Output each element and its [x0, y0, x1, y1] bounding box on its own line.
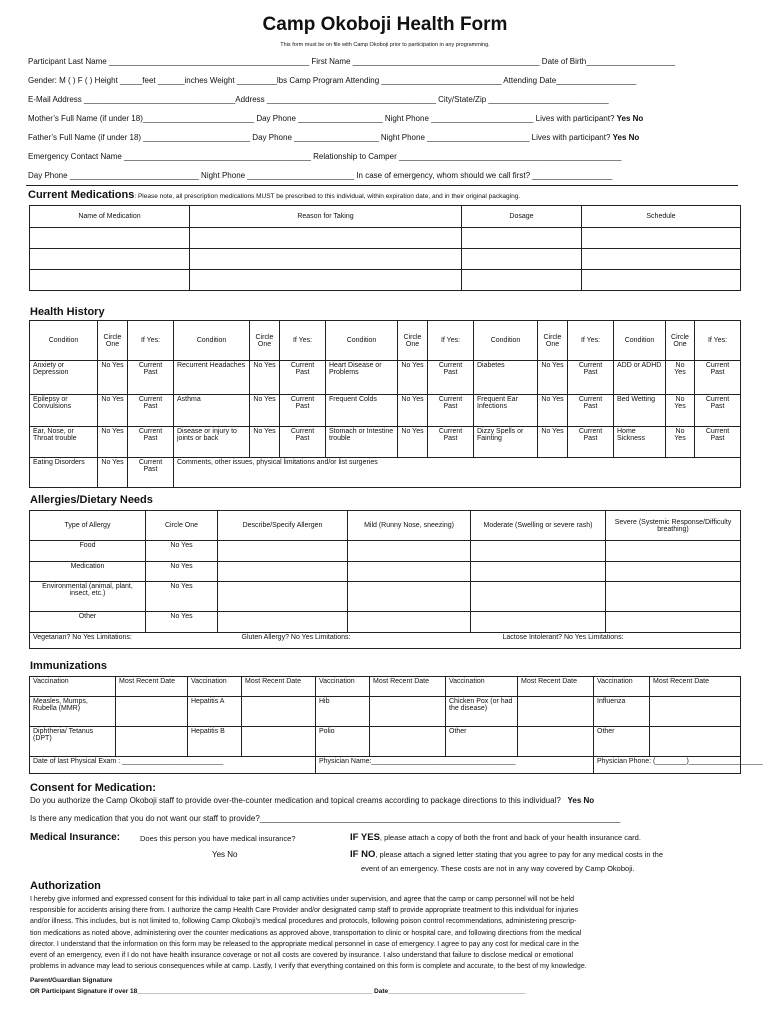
current-past-choice[interactable]: Current Past	[568, 395, 614, 427]
vaccine-name: Measles, Mumps, Rubella (MMR)	[30, 697, 116, 727]
condition-label: Frequent Ear Infections	[474, 395, 538, 427]
condition-header: Condition	[326, 321, 398, 361]
vaccine-name: Other	[594, 727, 650, 757]
physician-phone-field[interactable]: Physician Phone: (________)___________________	[594, 757, 741, 774]
allergy-type: Other	[30, 612, 146, 633]
consent-question	[30, 796, 594, 805]
current-past-choice[interactable]: Current Past	[428, 427, 474, 458]
physician-name-field[interactable]: Physician Name:_____________________________________	[316, 757, 594, 774]
vaccine-date[interactable]	[116, 727, 188, 757]
emergency-line[interactable]: Emergency Contact Name __________________________________________ Relationship to Camper __________________________________________________	[28, 152, 622, 161]
circle-header: Circle One	[398, 321, 428, 361]
health-history-table	[29, 320, 741, 488]
health-history-title: Health History	[30, 306, 105, 318]
condition-header: Condition	[174, 321, 250, 361]
vaccination-header: Vaccination	[594, 677, 650, 697]
insurance-title: Medical Insurance:	[30, 832, 121, 843]
date-header: Most Recent Date	[518, 677, 594, 697]
current-past-choice[interactable]: Current Past	[280, 427, 326, 458]
insurance-yes-no[interactable]: Yes No	[212, 850, 238, 859]
condition-header: Condition	[474, 321, 538, 361]
father-line[interactable]	[28, 133, 639, 142]
parent-signature-label: Parent/Guardian Signature	[30, 977, 113, 984]
no-yes-choice[interactable]: No Yes	[98, 361, 128, 395]
condition-label: Asthma	[174, 395, 250, 427]
participant-signature-field[interactable]: OR Participant Signature if over 18_________________________________________________________________ Date______________________________________	[30, 988, 526, 995]
if-yes-text: , please attach a copy of both the front and back of your health insurance card.	[379, 833, 641, 842]
severe-header: Severe (Systemic Response/Difficulty breathing)	[606, 511, 741, 541]
gender-line[interactable]: Gender: M ( ) F ( ) Height _____feet ______inches Weight _________lbs Camp Program Attending ___________________________ Attending Date__________________	[28, 76, 637, 85]
allergy-cell[interactable]	[218, 541, 348, 562]
condition-label: Heart Disease or Problems	[326, 361, 398, 395]
current-past-choice[interactable]: Current Past	[280, 395, 326, 427]
insurance-question: Does this person you have medical insurance?	[140, 834, 296, 843]
allergy-cell[interactable]	[348, 541, 471, 562]
med-cell[interactable]	[582, 249, 741, 270]
vaccine-date[interactable]	[650, 697, 741, 727]
no-yes-choice[interactable]: No Yes	[98, 458, 128, 488]
vaccine-date[interactable]	[518, 727, 594, 757]
condition-label: Eating Disorders	[30, 458, 98, 488]
insurance-if-no-text-2: event of an emergency. These costs are not in any way covered by Camp Okoboji.	[361, 864, 635, 873]
ifyes-header: If Yes:	[128, 321, 174, 361]
condition-label: Disease or injury to joints or back	[174, 427, 250, 458]
insurance-if-no	[350, 849, 663, 860]
medications-table	[29, 205, 741, 291]
if-yes-label: IF YES	[350, 832, 380, 843]
vaccine-name: Influenza	[594, 697, 650, 727]
condition-label: Frequent Colds	[326, 395, 398, 427]
current-past-choice[interactable]: Current Past	[428, 361, 474, 395]
current-past-choice[interactable]: Current Past	[695, 395, 741, 427]
vaccine-name: Hepatitis B	[188, 727, 242, 757]
insurance-if-yes	[350, 832, 641, 843]
no-yes-choice[interactable]: No Yes	[98, 395, 128, 427]
vaccine-date[interactable]	[370, 697, 446, 727]
current-past-choice[interactable]: Current Past	[128, 427, 174, 458]
page-title: Camp Okoboji Health Form	[262, 14, 508, 35]
phone-line[interactable]: Day Phone _____________________________ Night Phone ________________________ In case of emergency, whom should we call first? __________________	[28, 171, 613, 180]
vaccination-header: Vaccination	[30, 677, 116, 697]
no-yes-choice[interactable]: No Yes	[666, 361, 695, 395]
condition-label: Diabetes	[474, 361, 538, 395]
med-reason-header: Reason for Taking	[190, 206, 462, 228]
med-cell[interactable]	[462, 228, 582, 249]
allergy-cell[interactable]	[218, 582, 348, 612]
med-cell[interactable]	[190, 228, 462, 249]
vaccination-header: Vaccination	[316, 677, 370, 697]
auth-line: tion medications as noted above, administering over the counter medications as approved above, transportation to clinic or hospital care, and following directions from the medical	[30, 929, 582, 937]
vaccine-name: Other	[446, 727, 518, 757]
allergy-cell[interactable]	[348, 582, 471, 612]
medications-title: Current Medications	[28, 189, 135, 201]
no-yes-choice[interactable]: No Yes	[146, 562, 218, 582]
circle-header: Circle One	[146, 511, 218, 541]
physical-exam-field[interactable]: Date of last Physical Exam : __________________________	[30, 757, 316, 774]
auth-line: responsible for accidents arising there from. I authorize the camp Health Care Provider and/or designated camp staff to provide appropriate treatment to this individual for injuries	[30, 907, 579, 915]
med-schedule-header: Schedule	[582, 206, 741, 228]
vaccination-header: Vaccination	[188, 677, 242, 697]
condition-label: Anxiety or Depression	[30, 361, 98, 395]
allergy-cell[interactable]	[218, 612, 348, 633]
current-past-choice[interactable]: Current Past	[428, 395, 474, 427]
gluten-field[interactable]: Gluten Allergy? No Yes Limitations:	[218, 633, 471, 649]
comments-field[interactable]: Comments, other issues, physical limitations and/or list surgeries	[174, 458, 741, 488]
current-past-choice[interactable]: Current Past	[695, 427, 741, 458]
email-line[interactable]: E-Mail Address __________________________________Address ______________________________________ City/State/Zip ___________________________	[28, 95, 609, 104]
condition-label: ADD or ADHD	[614, 361, 666, 395]
participant-line[interactable]: Participant Last Name _____________________________________________ First Name __________________________________________ Date of Birth____________________	[28, 57, 676, 66]
vaccine-name: Hepatitis A	[188, 697, 242, 727]
condition-label: Epilepsy or Convulsions	[30, 395, 98, 427]
no-yes-choice[interactable]: No Yes	[250, 427, 280, 458]
current-past-choice[interactable]: Current Past	[280, 361, 326, 395]
condition-label: Ear, Nose, or Throat trouble	[30, 427, 98, 458]
vaccine-date[interactable]	[242, 697, 316, 727]
med-cell[interactable]	[190, 270, 462, 291]
vaccine-date[interactable]	[518, 697, 594, 727]
vaccine-name: Chicken Pox (or had the disease)	[446, 697, 518, 727]
condition-label: Dizzy Spells or Fainting	[474, 427, 538, 458]
consent-title: Consent for Medication:	[30, 782, 156, 794]
allergen-header: Describe/Specify Allergen	[218, 511, 348, 541]
immunization-table	[29, 676, 763, 774]
vaccine-name: Hib	[316, 697, 370, 727]
allergies-title: Allergies/Dietary Needs	[30, 494, 153, 506]
mild-header: Mild (Runny Nose, sneezing)	[348, 511, 471, 541]
allergy-cell[interactable]	[218, 562, 348, 582]
med-cell[interactable]	[582, 228, 741, 249]
allergy-table	[29, 510, 741, 649]
condition-header: Condition	[30, 321, 98, 361]
no-yes-choice[interactable]: No Yes	[250, 395, 280, 427]
no-yes-choice[interactable]: No Yes	[538, 361, 568, 395]
vaccine-name: Polio	[316, 727, 370, 757]
medications-heading	[28, 189, 520, 201]
no-yes-choice[interactable]: No Yes	[146, 612, 218, 633]
med-dosage-header: Dosage	[462, 206, 582, 228]
allergy-cell[interactable]	[606, 562, 741, 582]
allergy-cell[interactable]	[471, 582, 606, 612]
current-past-choice[interactable]: Current Past	[568, 427, 614, 458]
vaccination-header: Vaccination	[446, 677, 518, 697]
date-header: Most Recent Date	[650, 677, 741, 697]
page-subtitle: This form must be on file with Camp Okoboji prior to participation in any programming.	[280, 42, 490, 48]
ifyes-header: If Yes:	[428, 321, 474, 361]
vaccine-date[interactable]	[650, 727, 741, 757]
no-yes-choice[interactable]: No Yes	[538, 427, 568, 458]
med-cell[interactable]	[30, 249, 190, 270]
allergy-cell[interactable]	[471, 541, 606, 562]
auth-line: event of an emergency, even if I do not have health insurance coverage or not all costs are covered by insurance. I also understand that failure to disclose medical or emotional	[30, 952, 574, 960]
mother-line[interactable]	[28, 114, 643, 123]
if-no-label: IF NO	[350, 849, 376, 860]
no-yes-choice[interactable]: No Yes	[666, 395, 695, 427]
current-past-choice[interactable]: Current Past	[128, 395, 174, 427]
ifyes-header: If Yes:	[568, 321, 614, 361]
med-cell[interactable]	[582, 270, 741, 291]
allergy-cell[interactable]	[606, 541, 741, 562]
current-past-choice[interactable]: Current Past	[128, 458, 174, 488]
consent-yes-no[interactable]: Yes No	[567, 796, 595, 805]
circle-header: Circle One	[538, 321, 568, 361]
no-yes-choice[interactable]: No Yes	[398, 395, 428, 427]
allergy-type: Food	[30, 541, 146, 562]
allergy-cell[interactable]	[471, 562, 606, 582]
circle-header: Circle One	[250, 321, 280, 361]
vaccine-date[interactable]	[116, 697, 188, 727]
allergy-cell[interactable]	[606, 582, 741, 612]
vaccine-date[interactable]	[370, 727, 446, 757]
allergy-type-header: Type of Allergy	[30, 511, 146, 541]
authorization-title: Authorization	[30, 880, 101, 892]
no-medication-field[interactable]: Is there any medication that you do not want our staff to provide?_________________________________________________________________________________	[30, 814, 621, 823]
mother-fields: Mother’s Full Name (if under 18)_________________________ Day Phone ___________________ Night Phone _______________________ Lives with participant?	[28, 114, 615, 123]
ifyes-header: If Yes:	[280, 321, 326, 361]
no-yes-choice[interactable]: No Yes	[398, 427, 428, 458]
condition-label: Home Sickness	[614, 427, 666, 458]
circle-header: Circle One	[98, 321, 128, 361]
auth-line: problems in advance may lead to serious consequences while at camp. Lastly, I verify that everything contained on this form is complete and accurate, to the best of my knowledge.	[30, 963, 587, 971]
vaccine-name: Diphtheria/ Tetanus (DPT)	[30, 727, 116, 757]
med-cell[interactable]	[30, 270, 190, 291]
current-past-choice[interactable]: Current Past	[568, 361, 614, 395]
vegetarian-field[interactable]: Vegetarian? No Yes Limitations:	[30, 633, 218, 649]
med-cell[interactable]	[462, 249, 582, 270]
allergy-type: Environmental (animal, plant, insect, etc.)	[30, 582, 146, 612]
moderate-header: Moderate (Swelling or severe rash)	[471, 511, 606, 541]
ifyes-header: If Yes:	[695, 321, 741, 361]
auth-line: I hereby give informed and expressed consent for this individual to take part in all camp activities under supervision, and agree that the camp or camp personnel will not be held	[30, 896, 574, 903]
father-fields: Father’s Full Name (if under 18) ________________________ Day Phone ___________________ Night Phone _______________________ Lives with participant?	[28, 133, 611, 142]
allergy-cell[interactable]	[348, 562, 471, 582]
auth-line: director. I understand that the information on this form may be released to the appropriate medical personnel in case of emergency. I agree to pay any cost for medical care in the	[30, 940, 579, 948]
allergy-cell[interactable]	[348, 612, 471, 633]
condition-header: Condition	[614, 321, 666, 361]
if-no-text: , please attach a signed letter stating that you agree to pay for any medical costs in the	[375, 850, 664, 859]
no-yes-choice[interactable]: No Yes	[98, 427, 128, 458]
med-cell[interactable]	[30, 228, 190, 249]
med-name-header: Name of Medication	[30, 206, 190, 228]
allergy-type: Medication	[30, 562, 146, 582]
divider	[26, 185, 738, 186]
date-header: Most Recent Date	[116, 677, 188, 697]
lactose-field[interactable]: Lactose Intolerant? No Yes Limitations:	[471, 633, 741, 649]
condition-label: Recurrent Headaches	[174, 361, 250, 395]
consent-question-text: Do you authorize the Camp Okoboji staff to provide over-the-counter medication and topical creams according to package directions to this individual?	[30, 796, 561, 805]
no-yes-choice[interactable]: No Yes	[538, 395, 568, 427]
med-cell[interactable]	[190, 249, 462, 270]
date-header: Most Recent Date	[370, 677, 446, 697]
authorization-text	[30, 894, 740, 972]
no-yes-choice[interactable]: No Yes	[666, 427, 695, 458]
mother-lives-yes-no[interactable]: Yes No	[616, 114, 644, 123]
no-yes-choice[interactable]: No Yes	[250, 361, 280, 395]
current-past-choice[interactable]: Current Past	[128, 361, 174, 395]
no-yes-choice[interactable]: No Yes	[398, 361, 428, 395]
condition-label: Stomach or Intestine trouble	[326, 427, 398, 458]
immunizations-title: Immunizations	[30, 660, 108, 672]
medications-note: : Please note, all prescription medications MUST be prescribed to this individual, within expiration date, and in their original packaging.	[134, 193, 521, 200]
no-yes-choice[interactable]: No Yes	[146, 582, 218, 612]
vaccine-date[interactable]	[242, 727, 316, 757]
auth-line: and/or illness. This includes, but is not limited to, following Camp Okoboji’s medical procedures and protocols, following poison control recommendations, administering prescrip-	[30, 918, 577, 926]
condition-label: Bed Wetting	[614, 395, 666, 427]
no-yes-choice[interactable]: No Yes	[146, 541, 218, 562]
allergy-cell[interactable]	[471, 612, 606, 633]
med-cell[interactable]	[462, 270, 582, 291]
date-header: Most Recent Date	[242, 677, 316, 697]
circle-header: Circle One	[666, 321, 695, 361]
current-past-choice[interactable]: Current Past	[695, 361, 741, 395]
allergy-cell[interactable]	[606, 612, 741, 633]
father-lives-yes-no[interactable]: Yes No	[612, 133, 640, 142]
